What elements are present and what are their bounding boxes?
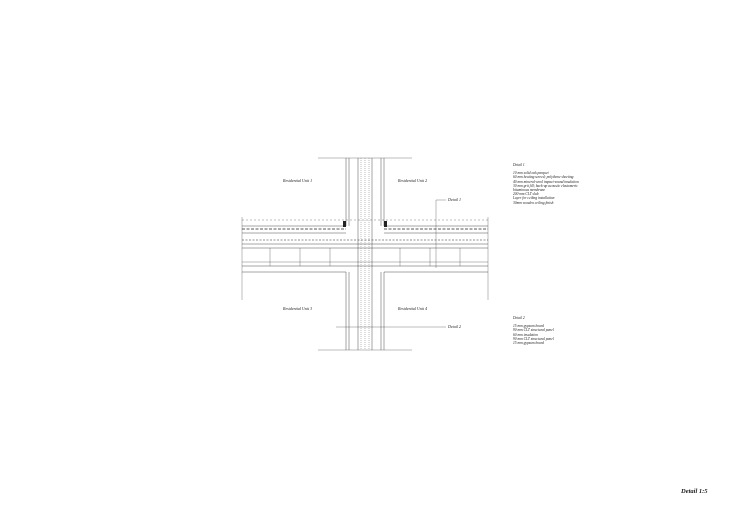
detail2-callout: Detail 2 [448, 324, 461, 329]
sheet-title: Detail 1:5 [681, 488, 708, 495]
detail2-note-line: 15 mm gypsum board [513, 324, 544, 329]
detail2-notes [513, 316, 554, 345]
detail2-note-line: 60 mm insulation [513, 332, 538, 337]
detail1-note-line: bituminous membrane [513, 188, 546, 193]
unit-label-4: Residential Unit 4 [398, 306, 428, 311]
detail1-notes [513, 163, 579, 205]
detail1-note-line: 10 mm solid oak parquet [513, 171, 549, 176]
detail1-note-line: 30mm wooden ceiling finish [513, 200, 554, 205]
unit-label-2: Residential Unit 2 [398, 178, 428, 183]
detail2-notes-title: Detail 2 [513, 316, 525, 320]
detail1-note-line: 40 mm mineral-wool impact-sound insulation [513, 179, 579, 184]
detail1-note-line: 60 mm heating screed; polythene sheeting [513, 175, 574, 180]
detail1-callout: Detail 1 [448, 197, 461, 202]
detail2-note-line: 90 mm CLT structural panel [513, 336, 554, 341]
detail1-note-line: 30 mm grit fill; back-up acoustic elastomeric [513, 183, 578, 188]
detail1-note-line: Layer for ceiling installation [513, 196, 555, 201]
detail2-note-line: 90 mm CLT structural panel [513, 328, 554, 333]
unit-label-3: Residential Unit 3 [283, 306, 313, 311]
detail2-note-line: 15 mm gypsum board [513, 341, 544, 346]
unit-label-1: Residential Unit 1 [283, 178, 313, 183]
detail1-note-line: 200 mm CLT slab [513, 192, 539, 197]
party-wall [318, 158, 412, 350]
detail1-notes-title: Detail 1 [513, 163, 525, 167]
